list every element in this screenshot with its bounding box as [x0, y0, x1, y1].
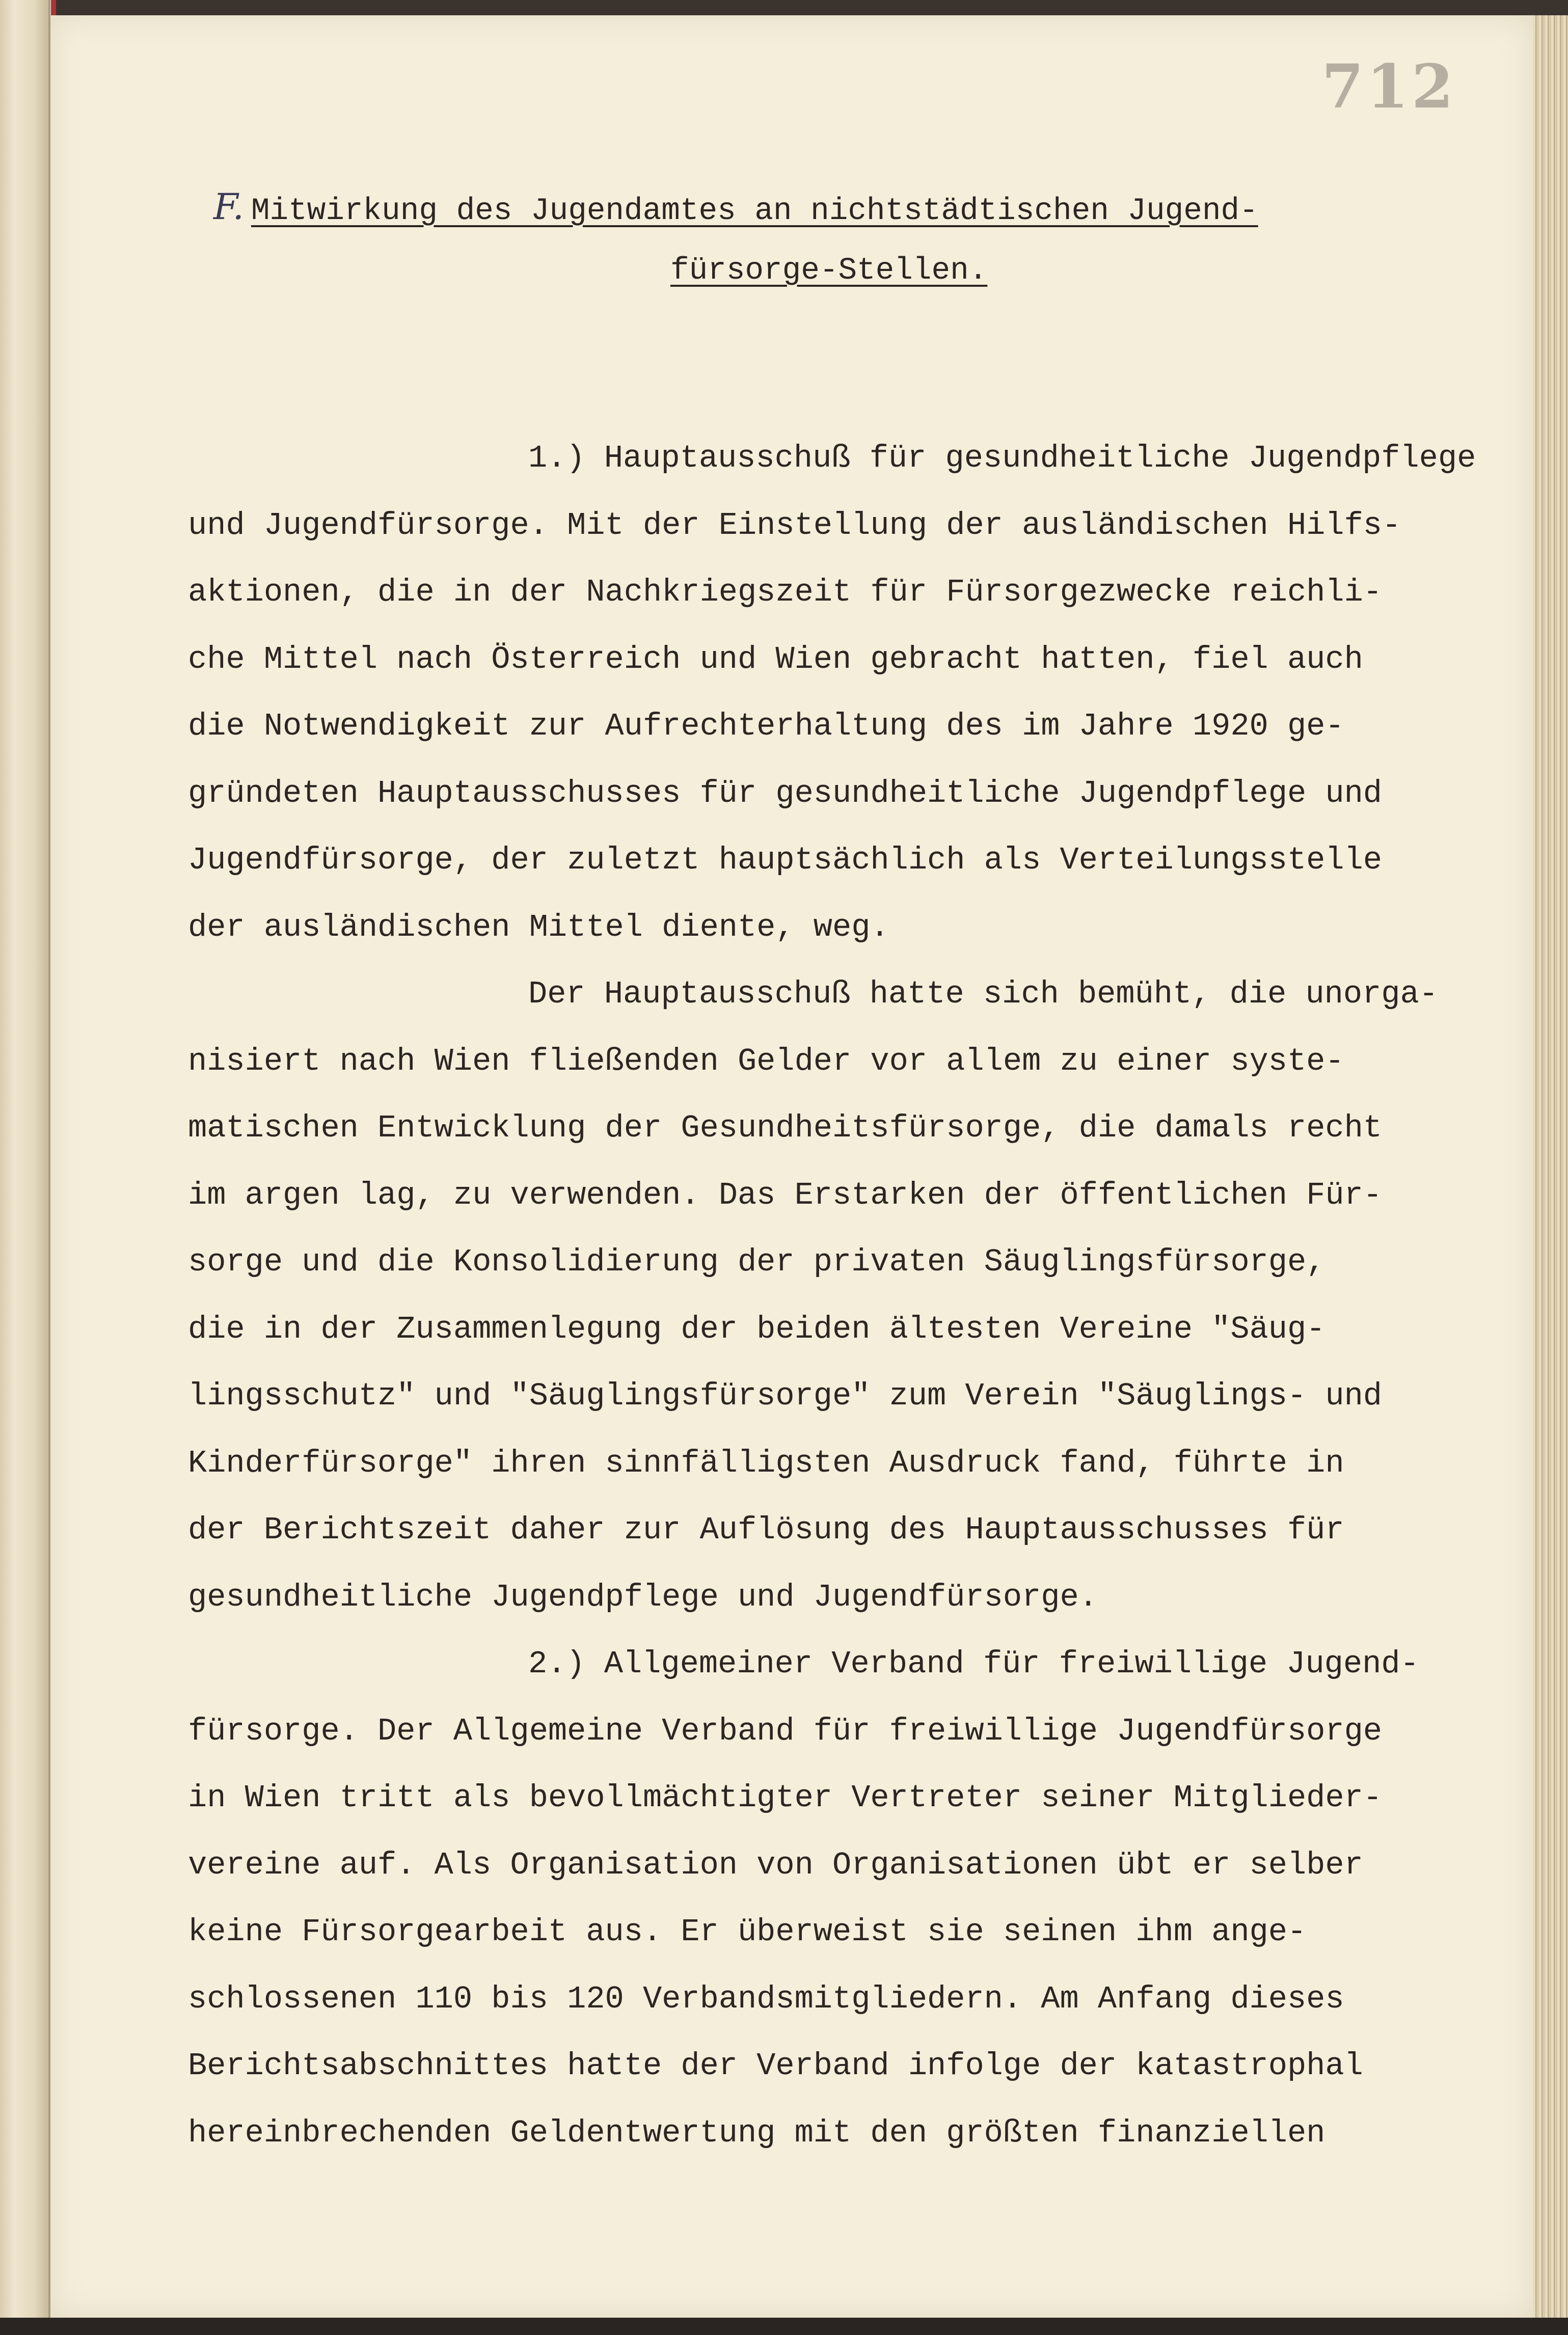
text-line: vereine auf. Als Organisation von Organisationen übt er selber — [188, 1847, 1363, 1883]
text-line: 2.) Allgemeiner Verband für freiwillige Jugend- — [528, 1646, 1419, 1682]
text-line: gesundheitliche Jugendpflege und Jugendfürsorge. — [188, 1579, 1098, 1615]
text-line: keine Fürsorgearbeit aus. Er überweist sie seinen ihm ange- — [188, 1914, 1307, 1950]
heading-line-2 — [670, 253, 987, 288]
text-line: Der Hauptausschuß hatte sich bemüht, die unorga- — [528, 976, 1438, 1012]
text-line: der Berichtszeit daher zur Auflösung des Hauptausschusses für — [188, 1512, 1344, 1548]
typewritten-page — [50, 15, 1533, 2318]
body-text — [188, 425, 1533, 2166]
book-binding-edge — [0, 0, 50, 2335]
text-line: Jugendfürsorge, der zuletzt hauptsächlich als Verteilungsstelle — [188, 842, 1382, 878]
text-line: Kinderfürsorge" ihren sinnfälligsten Ausdruck fand, führte in — [188, 1445, 1344, 1481]
text-line: Berichtsabschnittes hatte der Verband infolge der katastrophal — [188, 2048, 1363, 2084]
text-line: matischen Entwicklung der Gesundheitsfürsorge, die damals recht — [188, 1110, 1382, 1146]
text-line: die in der Zusammenlegung der beiden ältesten Vereine "Säug- — [188, 1311, 1326, 1347]
text-line: lingsschutz" und "Säuglingsfürsorge" zum Verein "Säuglings- und — [188, 1378, 1382, 1414]
text-line: sorge und die Konsolidierung der privaten Säuglingsfürsorge, — [188, 1244, 1326, 1280]
text-line: hereinbrechenden Geldentwertung mit den größten finanziellen — [188, 2114, 1326, 2151]
handwritten-section-marker: F. — [213, 186, 244, 228]
text-line: in Wien tritt als bevollmächtigter Vertreter seiner Mitglieder- — [188, 1780, 1382, 1816]
page-number: 712 — [1321, 51, 1456, 122]
text-line: gründeten Hauptausschusses für gesundheitliche Jugendpflege und — [188, 775, 1382, 811]
text-line: nisiert nach Wien fließenden Gelder vor allem zu einer syste- — [188, 1043, 1344, 1079]
text-line: schlossenen 110 bis 120 Verbandsmitgliedern. Am Anfang dieses — [188, 1980, 1344, 2017]
text-line: 1.) Hauptausschuß für gesundheitliche Jugendpflege — [528, 440, 1476, 476]
heading-line-1-text: Mitwirkung des Jugendamtes an nichtstädtischen Jugend- — [251, 194, 1258, 229]
scan-top-border — [0, 0, 1568, 15]
heading-line-1 — [213, 186, 1258, 229]
text-line: der ausländischen Mittel diente, weg. — [188, 909, 889, 945]
scan-bottom-border — [0, 2318, 1568, 2335]
heading-line-2-text: fürsorge-Stellen. — [670, 253, 988, 288]
paragraph-hauptausschuss — [188, 425, 1533, 961]
text-line: und Jugendfürsorge. Mit der Einstellung der ausländischen Hilfs- — [188, 507, 1401, 544]
paragraph-aufloesung — [188, 961, 1533, 1631]
paragraph-allgemeiner-verband — [188, 1631, 1533, 2166]
text-line: im argen lag, zu verwenden. Das Erstarken der öffentlichen Für- — [188, 1177, 1382, 1213]
page-stack-edges — [1533, 15, 1568, 2335]
text-line: che Mittel nach Österreich und Wien gebracht hatten, fiel auch — [188, 641, 1363, 677]
text-line: aktionen, die in der Nachkriegszeit für Fürsorgezwecke reichli- — [188, 574, 1382, 610]
text-line: die Notwendigkeit zur Aufrechterhaltung des im Jahre 1920 ge- — [188, 708, 1344, 744]
text-line: fürsorge. Der Allgemeine Verband für freiwillige Jugendfürsorge — [188, 1713, 1382, 1749]
